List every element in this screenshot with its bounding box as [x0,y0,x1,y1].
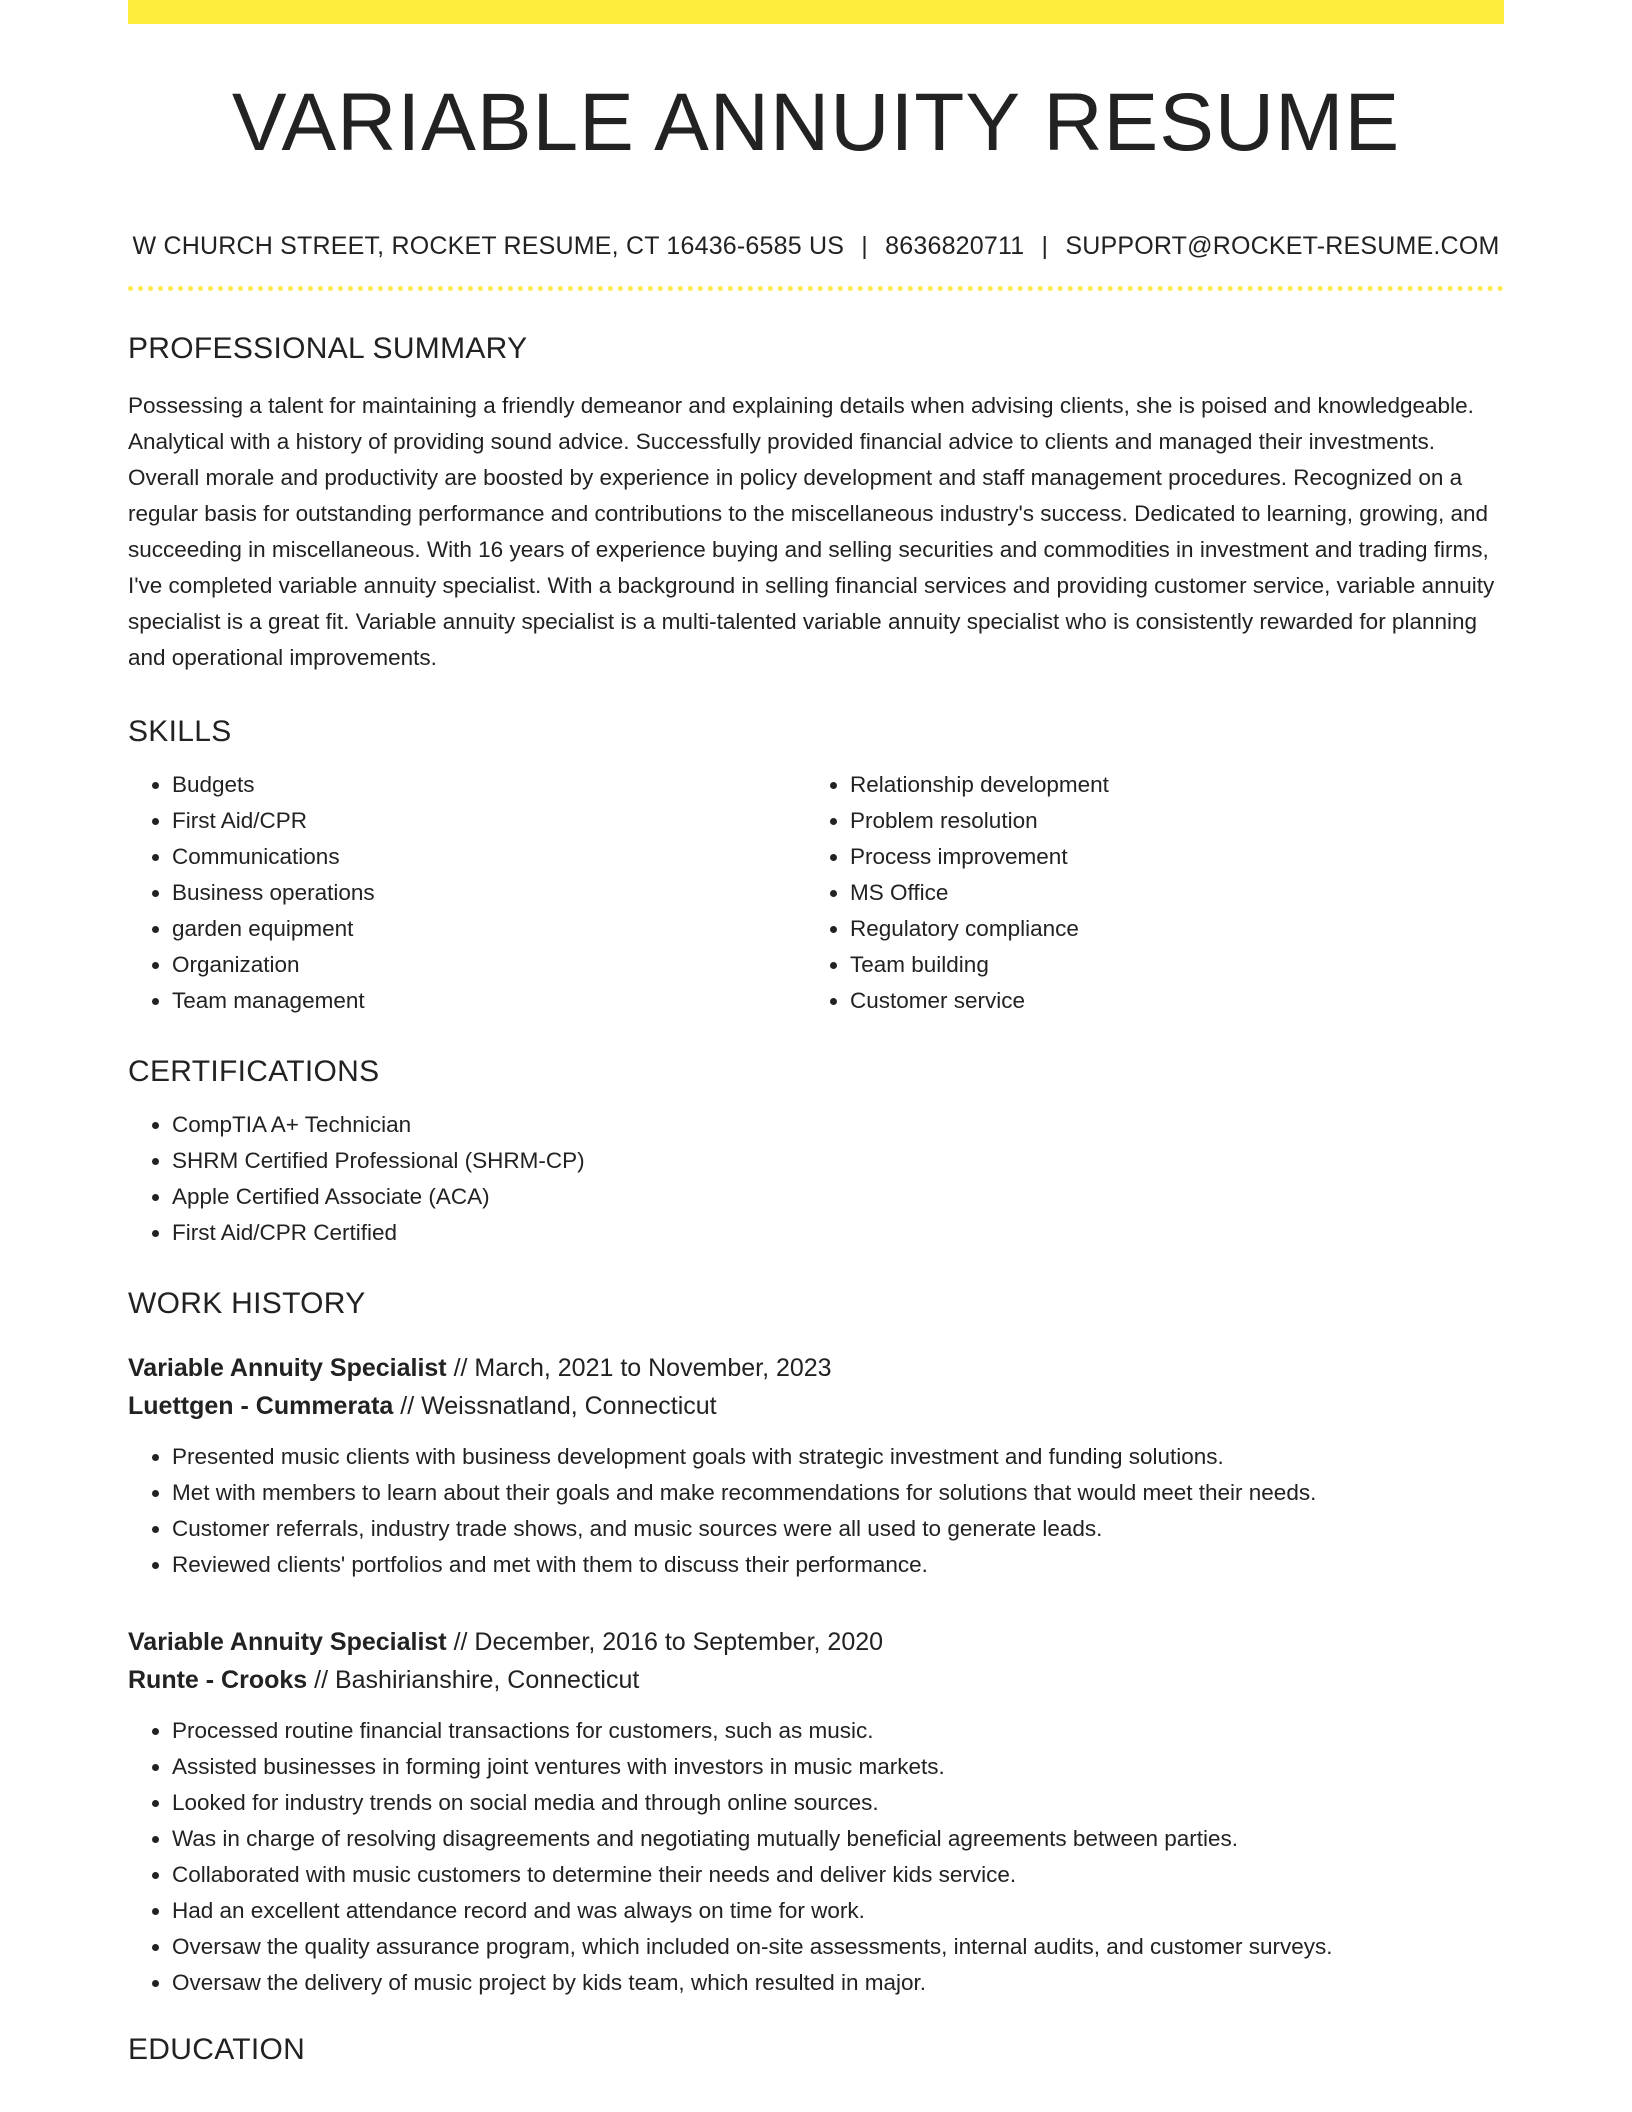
list-item: • Problem resolution [850,803,1484,839]
job-bullets [128,1713,1504,2001]
contact-line [128,234,1504,259]
list-item: • Collaborated with music customers to determine their needs and deliver kids service. [172,1857,1504,1893]
list-item: • Was in charge of resolving disagreements and negotiating mutually beneficial agreements between parties. [172,1821,1504,1857]
job-company-line [128,1661,1504,1699]
job-entry [128,1623,1504,2001]
skills-columns [128,767,1504,1019]
list-item: • Regulatory compliance [850,911,1484,947]
job-bullets [128,1439,1504,1583]
list-item: • CompTIA A+ Technician [172,1107,1504,1143]
list-item: • Business operations [172,875,806,911]
section-heading: SKILLS [128,715,232,748]
skills-list-left [128,767,806,1019]
job-location: // Weissnatland, Connecticut [393,1392,717,1420]
job-title-line [128,1623,1504,1661]
certifications-section [128,1057,1504,1251]
list-item: • Team building [850,947,1484,983]
resume-title: VARIABLE ANNUITY RESUME [231,77,1401,168]
list-item: • First Aid/CPR Certified [172,1215,1504,1251]
list-item: • Assisted businesses in forming joint ventures with investors in music markets. [172,1749,1504,1785]
job-entry [128,1349,1504,1583]
accent-top-bar [128,0,1504,24]
list-item: • MS Office [850,875,1484,911]
list-item: • Processed routine financial transactions for customers, such as music. [172,1713,1504,1749]
list-item: • Communications [172,839,806,875]
skills-list-right [806,767,1484,1019]
list-item: • Relationship development [850,767,1484,803]
list-item: • Budgets [172,767,806,803]
list-item: • Had an excellent attendance record and was always on time for work. [172,1893,1504,1929]
job-dates: // December, 2016 to September, 2020 [446,1628,884,1656]
list-item: • Looked for industry trends on social media and through online sources. [172,1785,1504,1821]
job-dates: // March, 2021 to November, 2023 [446,1354,832,1382]
summary-text: Possessing a talent for maintaining a friendly demeanor and explaining details when advising clients, she is poised and knowledgeable. Analytical with a history of providing sound advice. Successfully provided financial advice to clients and managed their investments. Overall morale and productivity are boosted by experience in policy development and staff management procedures. Recognized on a regular basis for outstanding performance and contributions to the miscellaneous industry's success. Dedicated to learning, growing, and succeeding in miscellaneous. With 16 years of experience buying and selling securities and commodities in investment and trading firms, I've completed variable annuity specialist. With a background in selling financial services and providing customer service, variable annuity specialist is a great fit. Variable annuity specialist is a multi-talented variable annuity specialist who is consistently rewarded for planning and operational improvements. [128,393,1495,670]
job-title-line [128,1349,1504,1387]
job-location: // Bashirianshire, Connecticut [307,1666,640,1694]
resume-page [128,0,1504,2065]
list-item: • Met with members to learn about their goals and make recommendations for solutions that would meet their needs. [172,1475,1504,1511]
job-company: Luettgen - Cummerata [128,1392,394,1420]
job-title: Variable Annuity Specialist [128,1628,447,1656]
section-heading: PROFESSIONAL SUMMARY [128,332,528,365]
list-item: • Organization [172,947,806,983]
contact-address: W CHURCH STREET, ROCKET RESUME, CT 16436-6585 US [132,232,845,260]
skills-column-right [806,767,1484,1019]
list-item: • Oversaw the quality assurance program, which included on-site assessments, internal audits, and customer surveys. [172,1929,1504,1965]
job-company: Runte - Crooks [128,1666,308,1694]
list-item: • SHRM Certified Professional (SHRM-CP) [172,1143,1504,1179]
section-heading: CERTIFICATIONS [128,1055,380,1088]
skills-column-left [128,767,806,1019]
list-item: • First Aid/CPR [172,803,806,839]
list-item: • Customer referrals, industry trade shows, and music sources were all used to generate leads. [172,1511,1504,1547]
job-title: Variable Annuity Specialist [128,1354,447,1382]
contact-phone: 8636820711 [885,232,1025,260]
list-item: • garden equipment [172,911,806,947]
job-company-line [128,1387,1504,1425]
list-item: • Customer service [850,983,1484,1019]
work-history-section [128,1289,1504,2001]
list-item: • Team management [172,983,806,1019]
list-item: • Oversaw the delivery of music project by kids team, which resulted in major. [172,1965,1504,2001]
certifications-list [128,1107,1504,1251]
list-item: • Presented music clients with business development goals with strategic investment and funding solutions. [172,1439,1504,1475]
contact-email: SUPPORT@ROCKET-RESUME.COM [1065,232,1500,260]
skills-section [128,717,1504,1019]
contact-separator: | [1041,232,1049,260]
section-heading: WORK HISTORY [128,1287,366,1320]
professional-summary-section [128,334,1504,676]
dotted-divider [128,286,1504,291]
education-section [128,2035,1504,2065]
list-item: • Apple Certified Associate (ACA) [172,1179,1504,1215]
section-heading: EDUCATION [128,2033,306,2066]
list-item: • Reviewed clients' portfolios and met with them to discuss their performance. [172,1547,1504,1583]
contact-separator: | [861,232,868,260]
list-item: • Process improvement [850,839,1484,875]
